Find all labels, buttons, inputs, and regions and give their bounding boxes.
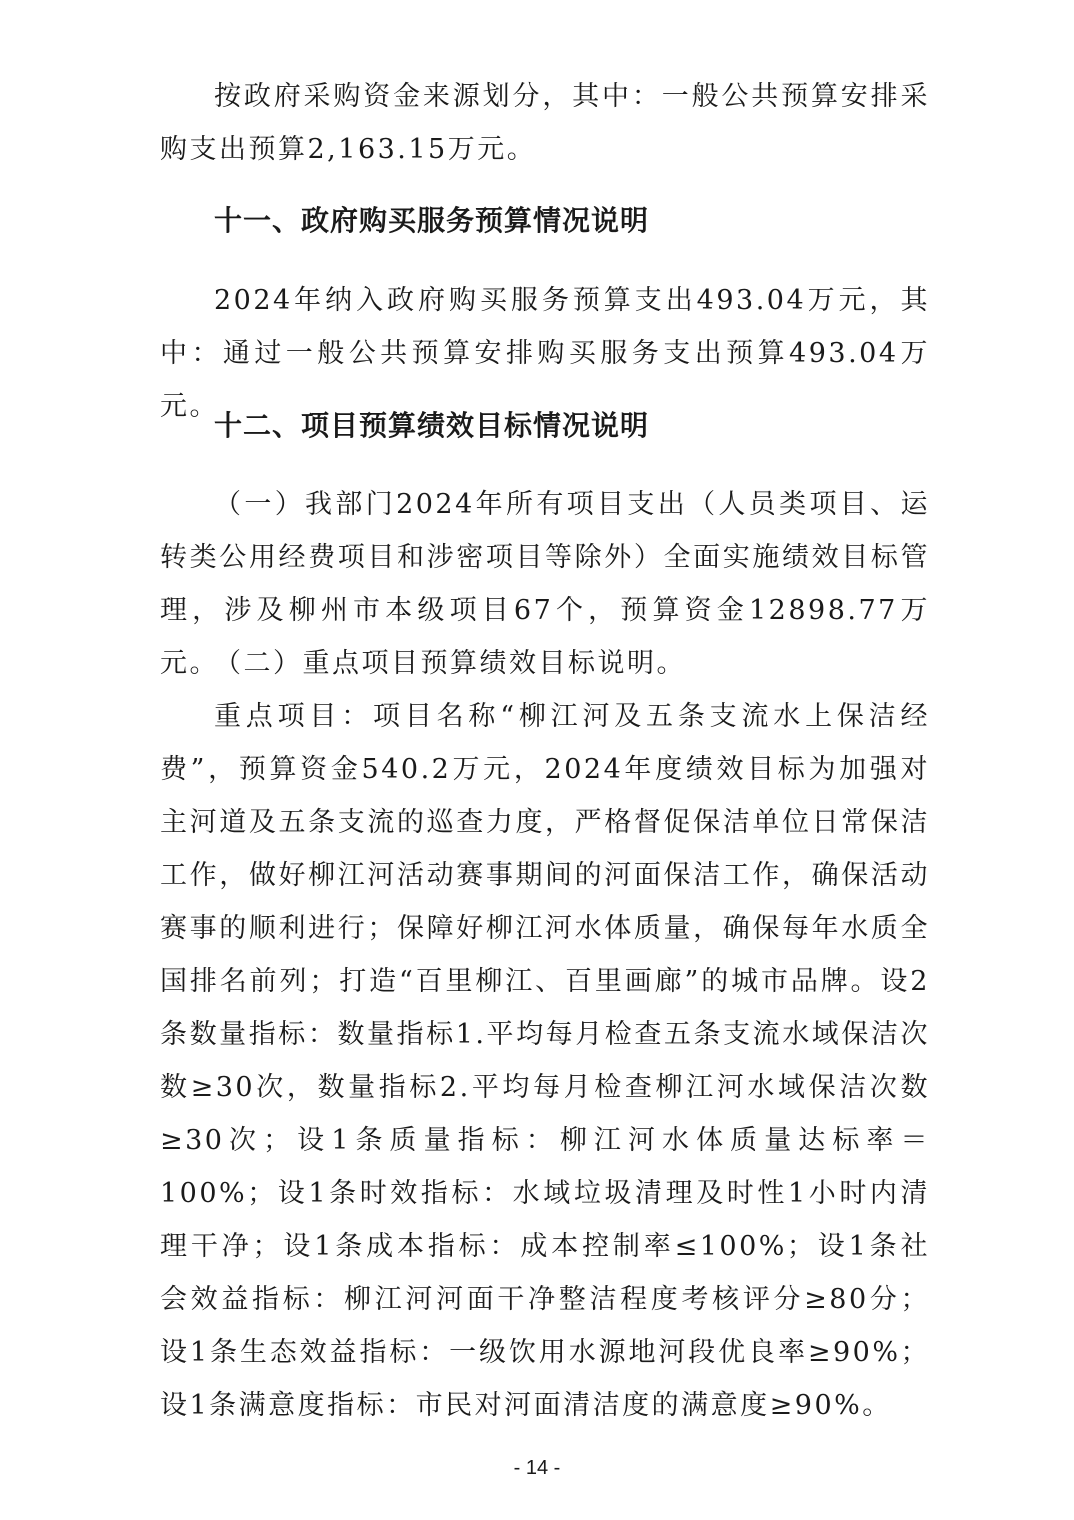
section-12-heading: 十二、项目预算绩效目标情况说明: [214, 409, 650, 442]
key-project-paragraph: 重点项目：项目名称“柳江河及五条支流水上保洁经费”，预算资金540.2万元，2024年度绩效目标为加强对主河道及五条支流的巡查力度，严格督促保洁单位日常保洁工作，做好柳江河活动赛事期间的河面保洁工作，确保活动赛事的顺利进行；保障好柳江河水体质量，确保每年水质全国排名前列；打造“百里柳江、百里画廊”的城市品牌。设2条数量指标：数量指标1.平均每月检查五条支流水域保洁次数≥30次，数量指标2.平均每月检查柳江河水域保洁次数≥30次；设1条质量指标：柳江河水体质量达标率＝100%；设1条时效指标：水域垃圾清理及时性1小时内清理干净；设1条成本指标：成本控制率≤100%；设1条社会效益指标：柳江河河面干净整洁程度考核评分≥80分；设1条生态效益指标：一级饮用水源地河段优良率≥90%；设1条满意度指标：市民对河面清洁度的满意度≥90%。: [160, 701, 930, 1421]
procurement-source-paragraph: 按政府采购资金来源划分，其中：一般公共预算安排采购支出预算2,163.15万元。: [160, 81, 930, 165]
page-number: - 14 -: [513, 1457, 561, 1479]
project-performance-paragraph-2: （二）重点项目预算绩效目标说明。: [214, 648, 686, 679]
project-performance-paragraph-1: （一）我部门2024年所有项目支出（人员类项目、运转类公用经费项目和涉密项目等除外）全面实施绩效目标管理，涉及柳州市本级项目67个，预算资金12898.77万元。: [160, 489, 930, 679]
service-purchase-paragraph: 2024年纳入政府购买服务预算支出493.04万元，其中：通过一般公共预算安排购买服务支出预算493.04万元。: [160, 285, 930, 422]
section-11-heading: 十一、政府购买服务预算情况说明: [214, 204, 650, 237]
